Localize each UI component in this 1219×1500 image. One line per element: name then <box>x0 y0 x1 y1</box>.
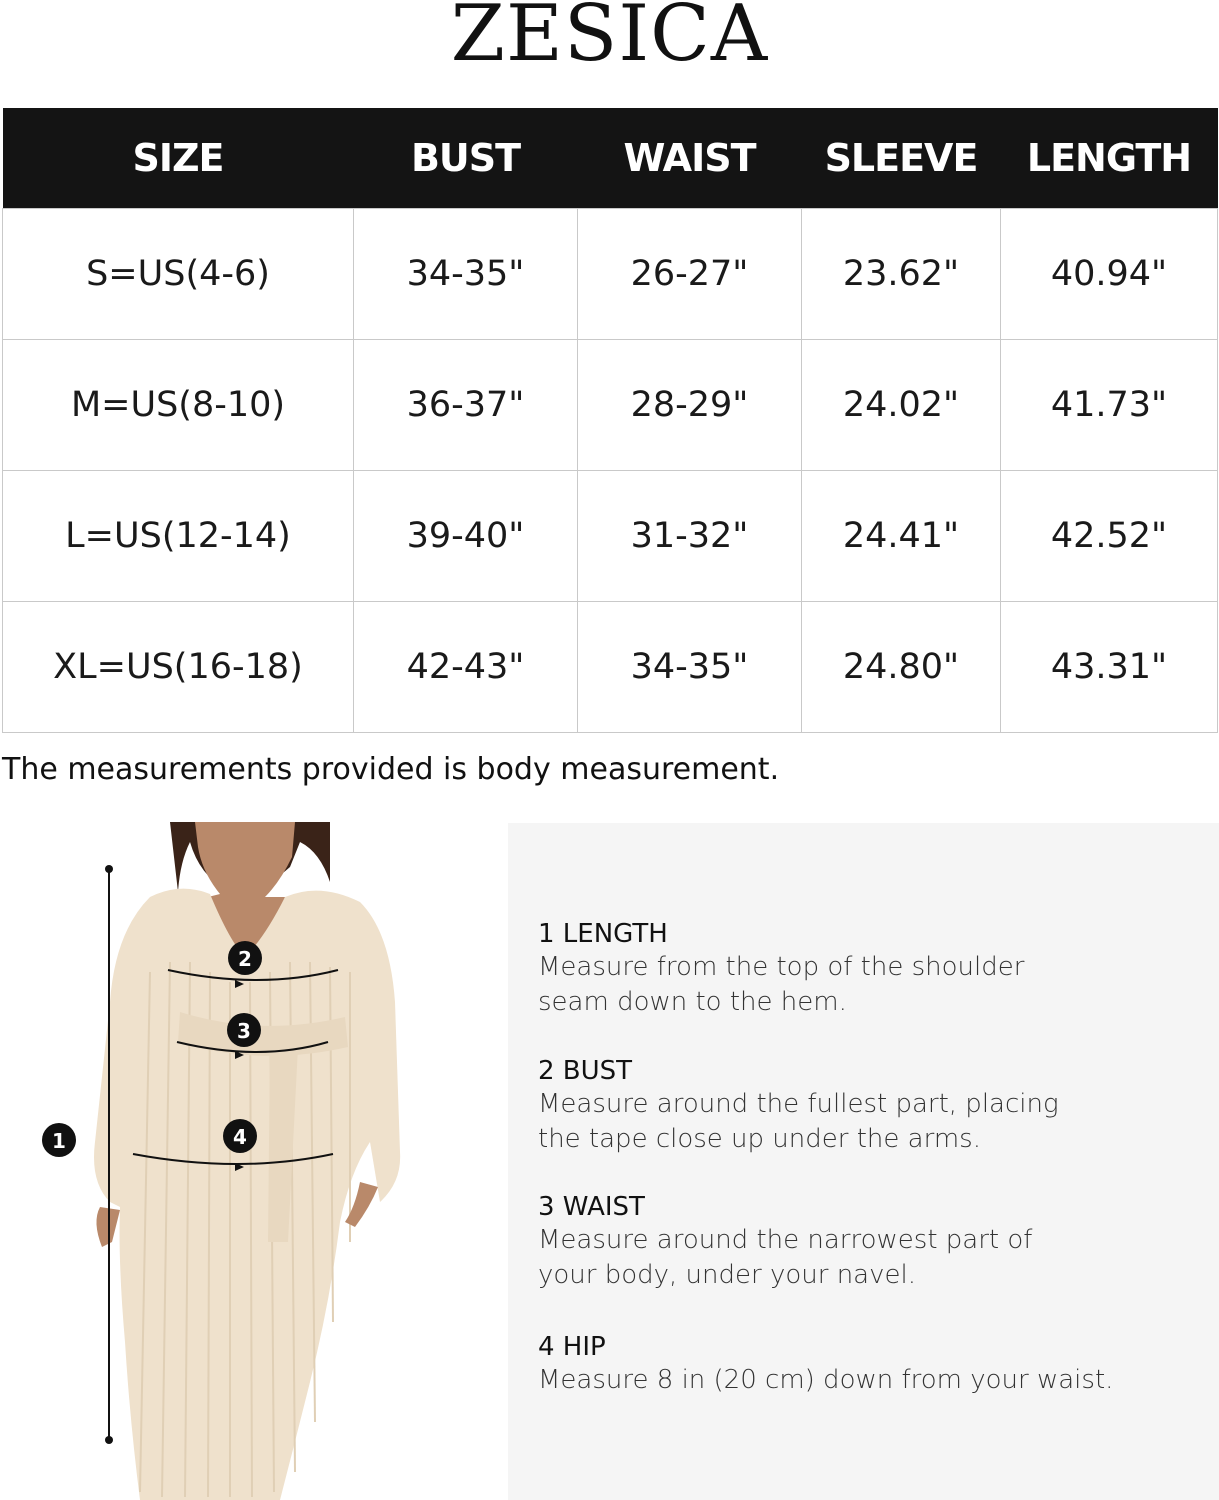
marker-2-label: 2 <box>238 947 252 971</box>
header-length: LENGTH <box>1001 108 1218 208</box>
table-row <box>3 470 1218 601</box>
header-size: SIZE <box>3 108 354 208</box>
cell-length: 40.94" <box>1001 208 1218 339</box>
guide-desc-line: seam down to the hem. <box>538 987 847 1017</box>
cell-length: 43.31" <box>1001 601 1218 732</box>
guide-title: 2 BUST <box>538 1056 633 1086</box>
marker-4 <box>223 1119 257 1153</box>
guide-desc-line: the tape close up under the arms. <box>538 1124 981 1154</box>
cell-bust: 39-40" <box>354 470 578 601</box>
cell-length: 41.73" <box>1001 339 1218 470</box>
guide-desc-line: Measure around the narrowest part of <box>538 1225 1033 1255</box>
measurement-guide-panel <box>508 823 1219 1500</box>
guide-desc-line: your body, under your navel. <box>538 1260 916 1290</box>
table-row <box>3 601 1218 732</box>
cell-size: M=US(8-10) <box>3 339 354 470</box>
guide-desc-line: Measure from the top of the shoulder <box>538 952 1025 982</box>
cell-sleeve: 24.02" <box>802 339 1001 470</box>
brand-logo: ZESICA <box>450 0 769 79</box>
measurement-note: The measurements provided is body measurement. <box>2 752 780 787</box>
header-bust: BUST <box>354 108 578 208</box>
length-line-bottom-dot <box>105 1436 113 1444</box>
guide-waist <box>538 1191 1198 1293</box>
table-row <box>3 208 1218 339</box>
cell-waist: 31-32" <box>578 470 802 601</box>
table-row <box>3 339 1218 470</box>
cell-waist: 28-29" <box>578 339 802 470</box>
cell-length: 42.52" <box>1001 470 1218 601</box>
cell-size: S=US(4-6) <box>3 208 354 339</box>
guide-title: 3 WAIST <box>538 1192 645 1222</box>
header-waist: WAIST <box>578 108 802 208</box>
guide-desc-line: Measure 8 in (20 cm) down from your waist. <box>538 1365 1114 1395</box>
guide-desc-line: Measure around the fullest part, placing <box>538 1089 1059 1119</box>
cell-size: XL=US(16-18) <box>3 601 354 732</box>
marker-2 <box>228 941 262 975</box>
size-chart-table <box>2 108 1218 733</box>
marker-3 <box>227 1013 261 1047</box>
cell-bust: 34-35" <box>354 208 578 339</box>
length-line-top-dot <box>105 865 113 873</box>
marker-1 <box>42 1123 76 1157</box>
marker-4-label: 4 <box>233 1125 247 1149</box>
guide-length <box>538 918 1198 1020</box>
model-measurement-diagram <box>30 822 430 1500</box>
table-header-row <box>3 108 1218 208</box>
cell-bust: 36-37" <box>354 339 578 470</box>
cell-waist: 34-35" <box>578 601 802 732</box>
cell-waist: 26-27" <box>578 208 802 339</box>
header-sleeve: SLEEVE <box>802 108 1001 208</box>
cell-sleeve: 23.62" <box>802 208 1001 339</box>
marker-3-label: 3 <box>237 1019 251 1043</box>
guide-bust <box>538 1055 1198 1157</box>
marker-1-label: 1 <box>52 1129 66 1153</box>
guide-hip <box>538 1331 1198 1398</box>
guide-title: 4 HIP <box>538 1332 606 1362</box>
guide-title: 1 LENGTH <box>538 919 668 949</box>
cell-bust: 42-43" <box>354 601 578 732</box>
cell-size: L=US(12-14) <box>3 470 354 601</box>
cell-sleeve: 24.80" <box>802 601 1001 732</box>
cell-sleeve: 24.41" <box>802 470 1001 601</box>
